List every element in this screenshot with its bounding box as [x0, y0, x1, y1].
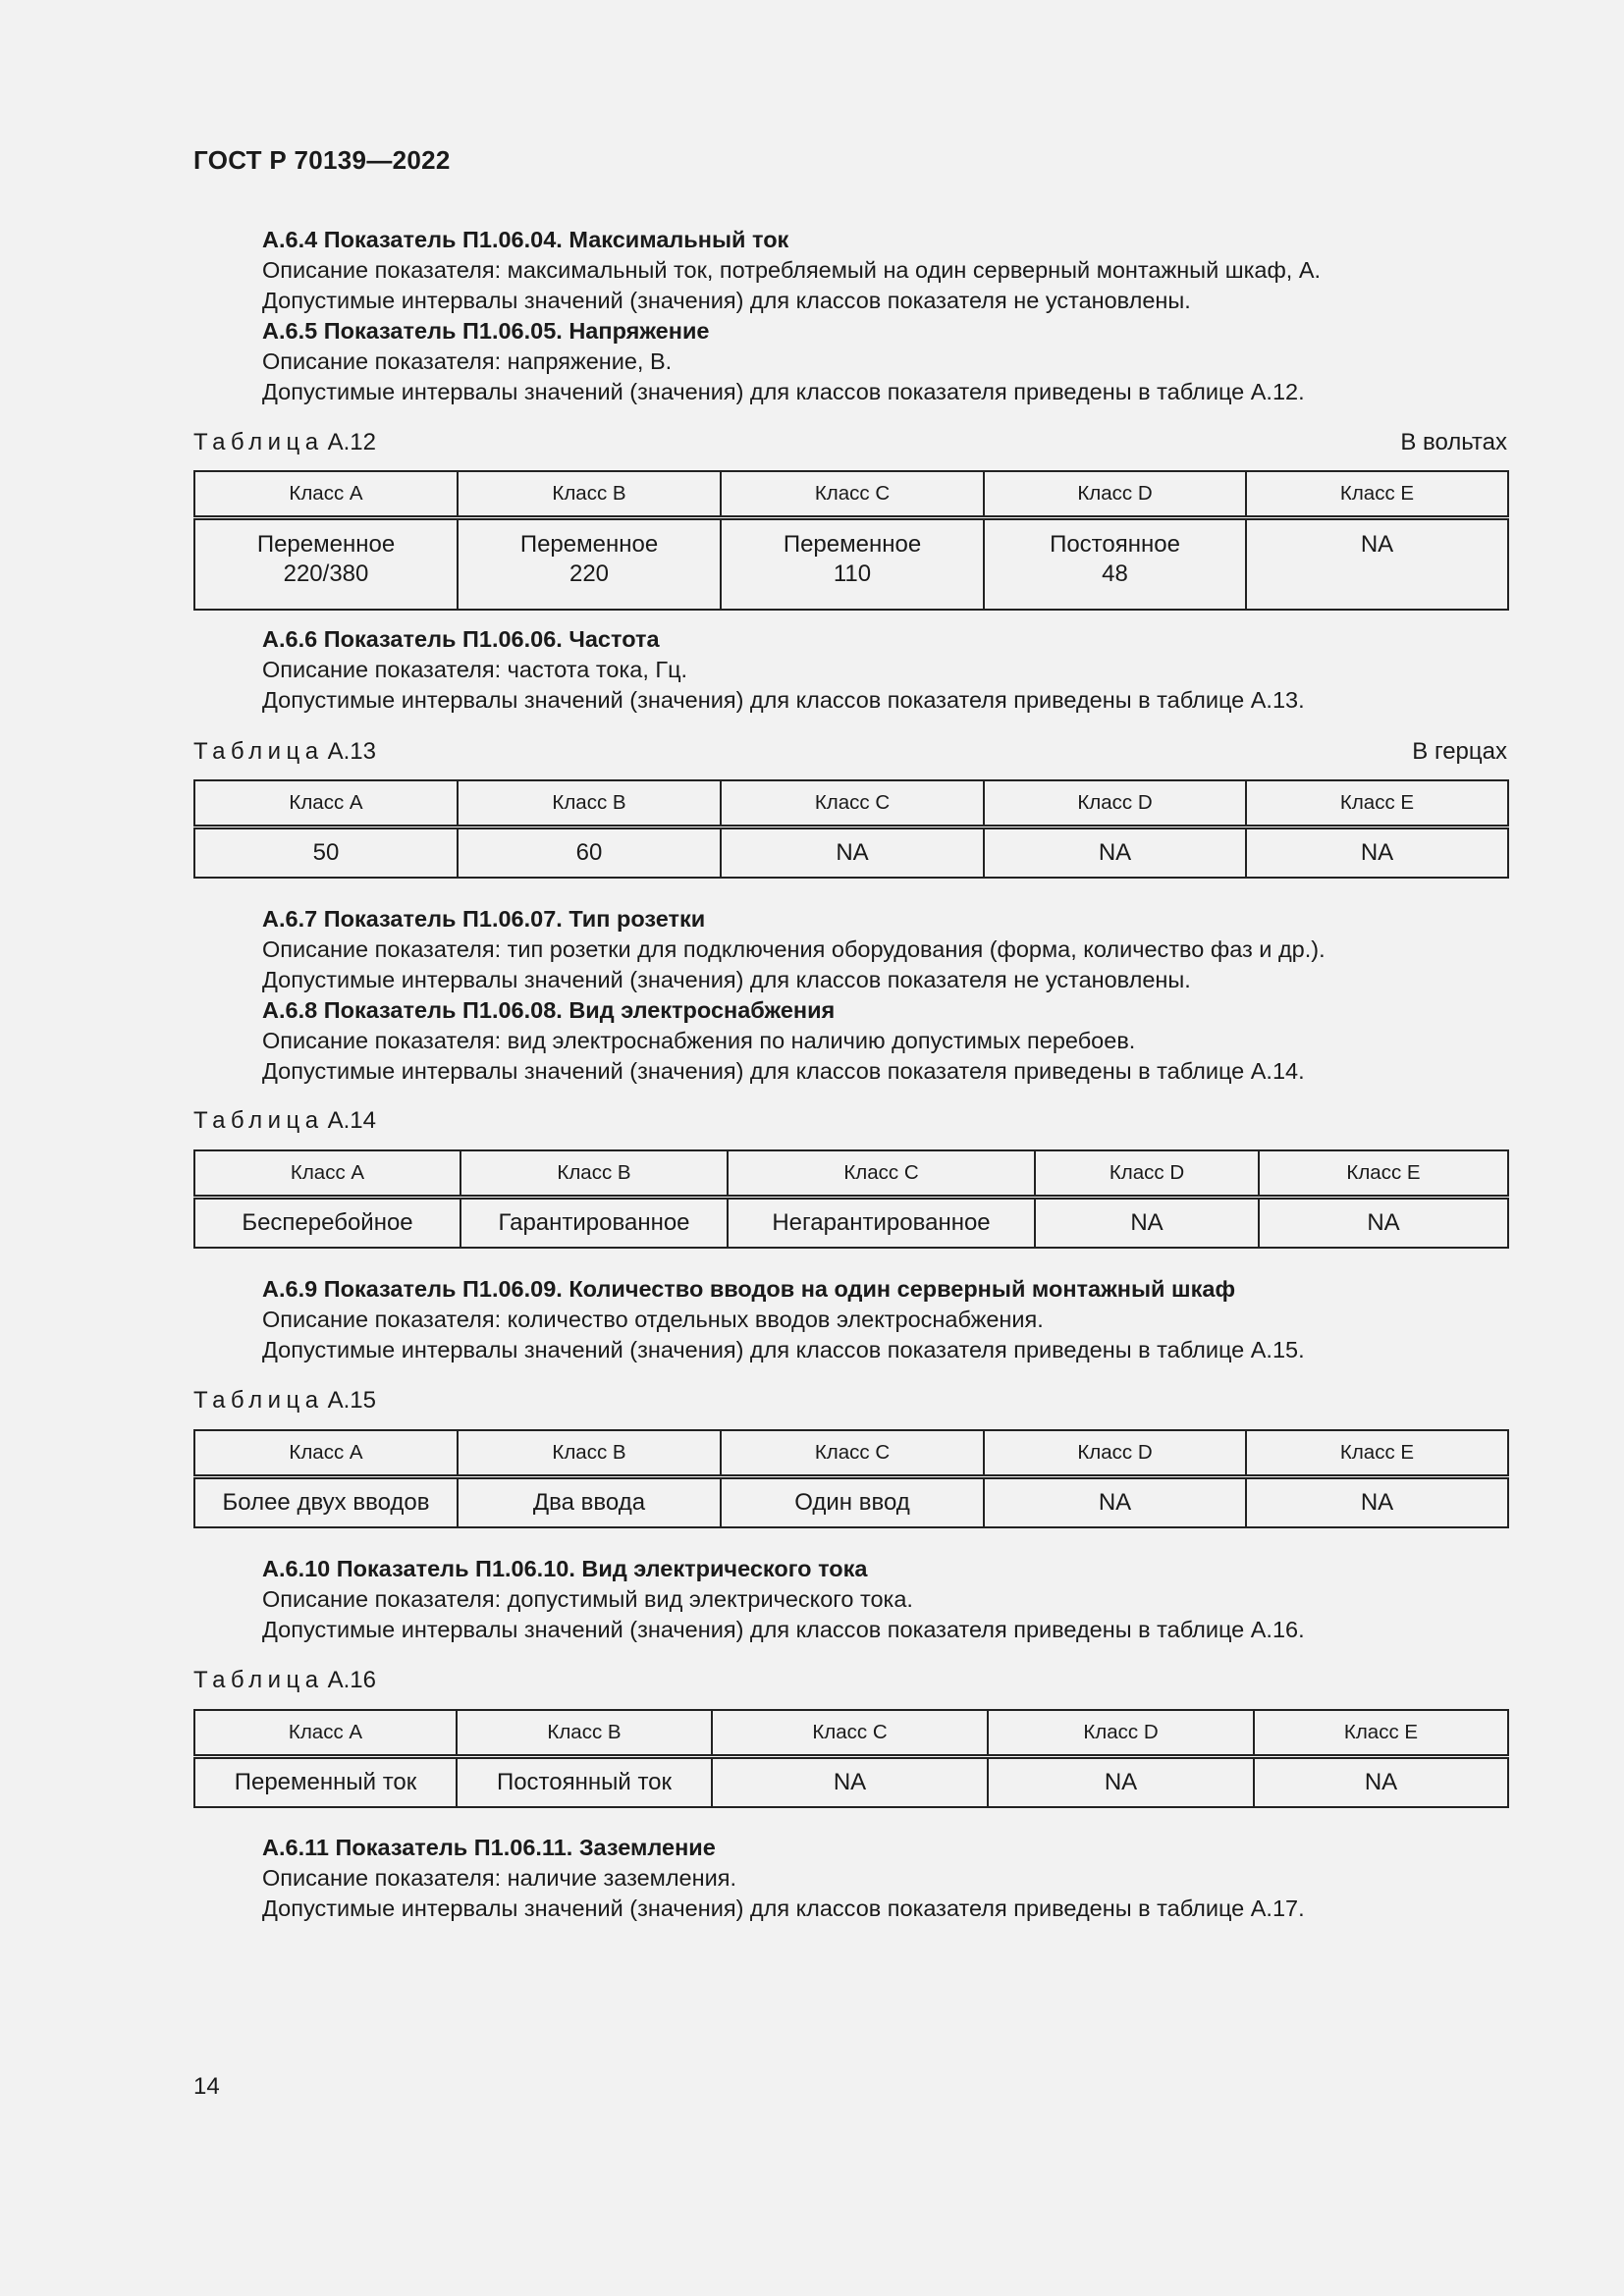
section-description-a6-5: Описание показателя: напряжение, В. [262, 348, 673, 374]
table-caption-a14 [193, 1106, 1507, 1136]
table-caption-number: А.16 [327, 1667, 376, 1693]
section-title-a6-5: А.6.5 Показатель П1.06.05. Напряжение [262, 318, 710, 344]
section-title-a6-10: А.6.10 Показатель П1.06.10. Вид электрического тока [262, 1556, 868, 1581]
table-cell-class-c: Один ввод [721, 1477, 984, 1528]
table-cell-class-c [721, 518, 984, 611]
table-header-row [194, 780, 1508, 828]
section-intervals-a6-9: Допустимые интервалы значений (значения) для классов показателя приведены в таблице А.15. [262, 1337, 1305, 1362]
table-cell-class-b: 60 [458, 828, 721, 879]
header-cell-class-e: Класс Е [1246, 471, 1508, 518]
section-title-a6-4: А.6.4 Показатель П1.06.04. Максимальный ток [262, 227, 789, 252]
table-unit-label: В вольтах [1400, 429, 1507, 455]
table-cell-class-e: NA [1246, 1477, 1508, 1528]
table-a14 [193, 1149, 1509, 1249]
table-row [194, 828, 1508, 879]
header-cell-class-a: Класс А [194, 1150, 460, 1198]
table-caption-label: Таблица [193, 1667, 324, 1693]
cell-line: Переменное [256, 531, 396, 558]
table-header-row [194, 471, 1508, 518]
table-caption-a12 [193, 428, 1507, 457]
table-caption-label: Таблица [193, 1107, 324, 1134]
section-intervals-a6-5: Допустимые интервалы значений (значения) для классов показателя приведены в таблице А.12. [262, 379, 1305, 404]
section-intervals-a6-7: Допустимые интервалы значений (значения) для классов показателя не установлены. [262, 967, 1191, 992]
header-cell-class-c: Класс С [728, 1150, 1035, 1198]
header-cell-class-a: Класс А [194, 471, 458, 518]
table-cell-class-d: NA [988, 1757, 1254, 1808]
table-cell-class-a: Более двух вводов [194, 1477, 458, 1528]
cell-line: Переменное [519, 531, 659, 558]
table-cell-class-c: NA [712, 1757, 988, 1808]
header-cell-class-b: Класс В [457, 1710, 712, 1757]
table-cell-class-d: NA [1035, 1198, 1259, 1249]
table-cell-class-e: NA [1246, 828, 1508, 879]
table-a16 [193, 1709, 1509, 1808]
table-caption-label: Таблица [193, 1387, 324, 1414]
header-cell-class-d: Класс D [984, 1430, 1246, 1477]
section-intervals-a6-10: Допустимые интервалы значений (значения) для классов показателя приведены в таблице А.16. [262, 1617, 1305, 1642]
cell-line: 220/380 [283, 561, 369, 587]
cell-line: 110 [833, 561, 872, 587]
table-row [194, 1198, 1508, 1249]
section-description-a6-9: Описание показателя: количество отдельных вводов электроснабжения. [262, 1307, 1044, 1332]
section-description-a6-7: Описание показателя: тип розетки для подключения оборудования (форма, количество фаз и др.). [262, 936, 1326, 962]
section-title-a6-8: А.6.8 Показатель П1.06.08. Вид электроснабжения [262, 997, 836, 1023]
table-caption-number: А.14 [327, 1107, 376, 1134]
section-title-a6-7: А.6.7 Показатель П1.06.07. Тип розетки [262, 906, 706, 932]
section-a6-6 [193, 624, 1509, 716]
section-a6-11 [193, 1833, 1509, 1924]
header-cell-class-e: Класс Е [1246, 780, 1508, 828]
header-cell-class-b: Класс В [458, 471, 721, 518]
header-cell-class-d: Класс D [984, 471, 1246, 518]
table-cell-class-c: NA [721, 828, 984, 879]
table-unit-label: В герцах [1412, 738, 1507, 765]
table-caption-a15 [193, 1386, 1507, 1415]
table-cell-class-d: NA [984, 828, 1246, 879]
header-cell-class-a: Класс А [194, 780, 458, 828]
header-cell-class-e: Класс Е [1246, 1430, 1508, 1477]
table-header-row [194, 1150, 1508, 1198]
table-cell-class-b: Гарантированное [460, 1198, 728, 1249]
header-cell-class-c: Класс С [721, 780, 984, 828]
table-header-row [194, 1710, 1508, 1757]
header-cell-class-d: Класс D [984, 780, 1246, 828]
header-cell-class-a: Класс А [194, 1430, 458, 1477]
table-cell-class-c: Негарантированное [728, 1198, 1035, 1249]
table-caption-label: Таблица [193, 429, 324, 455]
header-cell-class-e: Класс Е [1259, 1150, 1508, 1198]
table-a12 [193, 470, 1509, 611]
header-cell-class-c: Класс С [721, 471, 984, 518]
table-a15 [193, 1429, 1509, 1528]
table-caption-label: Таблица [193, 738, 324, 765]
table-caption-number: А.15 [327, 1387, 376, 1414]
cell-line: Постоянное [1050, 531, 1180, 558]
header-cell-class-c: Класс С [712, 1710, 988, 1757]
table-cell-class-b: Постоянный ток [457, 1757, 712, 1808]
section-a6-9 [193, 1274, 1509, 1365]
cell-line: Переменное [783, 531, 922, 558]
table-cell-class-a: Бесперебойное [194, 1198, 460, 1249]
section-intervals-a6-11: Допустимые интервалы значений (значения) для классов показателя приведены в таблице А.17. [262, 1896, 1305, 1921]
header-cell-class-d: Класс D [1035, 1150, 1259, 1198]
table-caption-a13 [193, 737, 1507, 767]
section-a6-10 [193, 1554, 1509, 1645]
section-description-a6-4: Описание показателя: максимальный ток, потребляемый на один серверный монтажный шкаф, А. [262, 257, 1322, 283]
header-cell-class-d: Класс D [988, 1710, 1254, 1757]
header-cell-class-e: Класс Е [1254, 1710, 1508, 1757]
table-cell-class-b [458, 518, 721, 611]
table-row [194, 1757, 1508, 1808]
header-cell-class-a: Класс А [194, 1710, 457, 1757]
header-cell-class-c: Класс С [721, 1430, 984, 1477]
table-cell-class-e: NA [1254, 1757, 1508, 1808]
cell-line: 48 [1102, 561, 1128, 587]
table-a13 [193, 779, 1509, 879]
header-cell-class-b: Класс В [458, 780, 721, 828]
section-intervals-a6-4: Допустимые интервалы значений (значения) для классов показателя не установлены. [262, 288, 1191, 313]
table-cell-class-d: NA [984, 1477, 1246, 1528]
table-row [194, 518, 1508, 611]
table-cell-class-b: Два ввода [458, 1477, 721, 1528]
table-cell-class-e: NA [1259, 1198, 1508, 1249]
section-intervals-a6-8: Допустимые интервалы значений (значения) для классов показателя приведены в таблице А.14. [262, 1058, 1305, 1084]
table-row [194, 1477, 1508, 1528]
section-title-a6-9: А.6.9 Показатель П1.06.09. Количество вводов на один серверный монтажный шкаф [262, 1276, 1236, 1302]
section-title-a6-11: А.6.11 Показатель П1.06.11. Заземление [262, 1835, 716, 1860]
section-description-a6-10: Описание показателя: допустимый вид электрического тока. [262, 1586, 913, 1612]
table-cell-class-d [984, 518, 1246, 611]
table-caption-number: А.13 [327, 738, 376, 765]
header-cell-class-b: Класс В [460, 1150, 728, 1198]
table-cell-class-a [194, 518, 458, 611]
table-cell-class-e [1246, 518, 1508, 611]
section-description-a6-11: Описание показателя: наличие заземления. [262, 1865, 736, 1891]
table-cell-class-a: Переменный ток [194, 1757, 457, 1808]
page-number: 14 [193, 2073, 220, 2100]
section-description-a6-6: Описание показателя: частота тока, Гц. [262, 657, 688, 682]
section-a6-7-a6-8 [193, 904, 1509, 1087]
section-intervals-a6-6: Допустимые интервалы значений (значения) для классов показателя приведены в таблице А.13. [262, 687, 1305, 713]
section-a6-4-a6-5 [193, 225, 1509, 407]
section-description-a6-8: Описание показателя: вид электроснабжения по наличию допустимых перебоев. [262, 1028, 1136, 1053]
cell-line: 220 [568, 561, 610, 587]
header-cell-class-b: Класс В [458, 1430, 721, 1477]
section-title-a6-6: А.6.6 Показатель П1.06.06. Частота [262, 626, 660, 652]
table-caption-a16 [193, 1666, 1507, 1695]
document-header-title: ГОСТ Р 70139—2022 [193, 145, 451, 175]
table-cell-class-a: 50 [194, 828, 458, 879]
cell-line: NA [1360, 531, 1394, 558]
table-header-row [194, 1430, 1508, 1477]
table-caption-number: А.12 [327, 429, 376, 455]
